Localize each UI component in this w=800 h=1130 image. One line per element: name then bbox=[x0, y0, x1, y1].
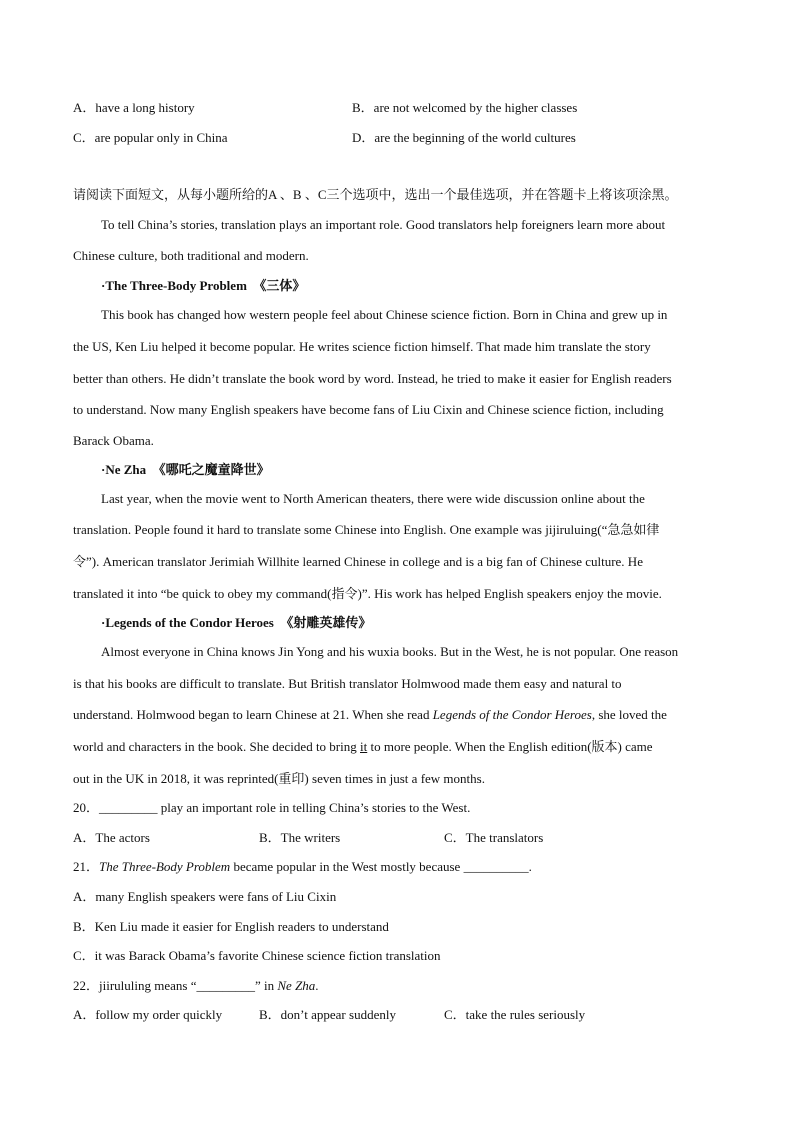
q22-post: . bbox=[315, 978, 319, 993]
intro-line-2: Chinese culture, both traditional and modern. bbox=[73, 248, 309, 263]
q21-rest: became popular in the West mostly because __________. bbox=[230, 859, 532, 874]
s1-line-2: the US, Ken Liu helped it become popular. He writes science fiction himself. That made him translate the story bbox=[73, 339, 651, 354]
q20-option-b: B．The writers bbox=[259, 830, 341, 845]
q21-option-c: C．it was Barack Obama’s favorite Chinese science fiction translation bbox=[73, 948, 441, 963]
section-heading-condor-heroes: ·Legends of the Condor Heroes 《射雕英雄传》 bbox=[101, 615, 372, 630]
s3-line-1: Almost everyone in China knows Jin Yong and his wuxia books. But in the West, he is not popular. One reason bbox=[101, 644, 679, 659]
s2-line-4: translated it into “be quick to obey my command(指令)”. His work has helped English speakers enjoy the movie. bbox=[73, 586, 662, 601]
s3-book-title: Legends of the Condor Heroes bbox=[432, 707, 592, 722]
q22-pre: 22．jiirululing means “_________” in bbox=[73, 978, 278, 993]
q20-option-a: A．The actors bbox=[73, 830, 150, 845]
s1-line-3: better than others. He didn’t translate the book word by word. Instead, he tried to make it easier for English readers bbox=[73, 371, 672, 386]
option-d: D．are the beginning of the world cultures bbox=[352, 130, 576, 145]
q20-option-c: C．The translators bbox=[444, 830, 544, 845]
s3-line-2: is that his books are difficult to translate. But British translator Holmwood made them easy and natural to bbox=[73, 676, 622, 691]
s3-line-5: out in the UK in 2018, it was reprinted(重印) seven times in just a few months. bbox=[73, 771, 485, 786]
s3-line-4-post: to more people. When the English edition(版本) came bbox=[367, 739, 653, 754]
q22-movie-title: Ne Zha bbox=[277, 978, 316, 993]
s2-line-1: Last year, when the movie went to North American theaters, there were wide discussion online about the bbox=[101, 491, 645, 506]
q22-option-c: C．take the rules seriously bbox=[444, 1007, 586, 1022]
instruction: 请阅读下面短文，从每小题所给的A 、B 、C三个选项中，选出一个最佳选项，并在答题卡上将该项涂黑。 bbox=[73, 187, 678, 202]
q21-option-b: B．Ken Liu made it easier for English readers to understand bbox=[73, 919, 389, 934]
s1-line-1: This book has changed how western people feel about Chinese science fiction. Born in China and grew up in bbox=[101, 307, 668, 322]
s3-line-3 bbox=[73, 706, 667, 724]
s3-underlined-it: it bbox=[360, 739, 368, 754]
question-20: 20．_________ play an important role in telling China’s stories to the West. bbox=[73, 800, 471, 815]
s2-line-2: translation. People found it hard to translate some Chinese into English. One example was jijiruluing(“急急如律 bbox=[73, 522, 660, 537]
section-heading-ne-zha: ·Ne Zha 《哪吒之魔童降世》 bbox=[101, 462, 270, 477]
option-c: C．are popular only in China bbox=[73, 130, 228, 145]
section-heading-three-body: ·The Three-Body Problem 《三体》 bbox=[101, 278, 306, 293]
question-21 bbox=[73, 858, 532, 876]
q21-number: 21． bbox=[73, 859, 100, 874]
s2-line-3: 令”). American translator Jerimiah Willhite learned Chinese in college and is a big fan of Chinese culture. He bbox=[73, 554, 643, 569]
q21-option-a: A．many English speakers were fans of Liu Cixin bbox=[73, 889, 337, 904]
s3-line-4-pre: world and characters in the book. She decided to bring bbox=[73, 739, 360, 754]
s3-line-3-tail: , she loved the bbox=[591, 707, 667, 722]
s3-line-3-pre: understand. Holmwood began to learn Chinese at 21. When she read bbox=[73, 707, 433, 722]
s1-line-4: to understand. Now many English speakers have become fans of Liu Cixin and Chinese science fiction, including bbox=[73, 402, 664, 417]
q22-option-b: B．don’t appear suddenly bbox=[259, 1007, 396, 1022]
s1-line-5: Barack Obama. bbox=[73, 433, 154, 448]
question-22 bbox=[73, 977, 319, 995]
option-b: B．are not welcomed by the higher classes bbox=[352, 100, 578, 115]
intro-line-1: To tell China’s stories, translation plays an important role. Good translators help foreigners learn more about bbox=[101, 217, 666, 232]
q22-option-a: A．follow my order quickly bbox=[73, 1007, 223, 1022]
option-a: A．have a long history bbox=[73, 100, 195, 115]
q21-book-title: The Three-Body Problem bbox=[99, 859, 231, 874]
s3-line-4 bbox=[73, 738, 653, 756]
